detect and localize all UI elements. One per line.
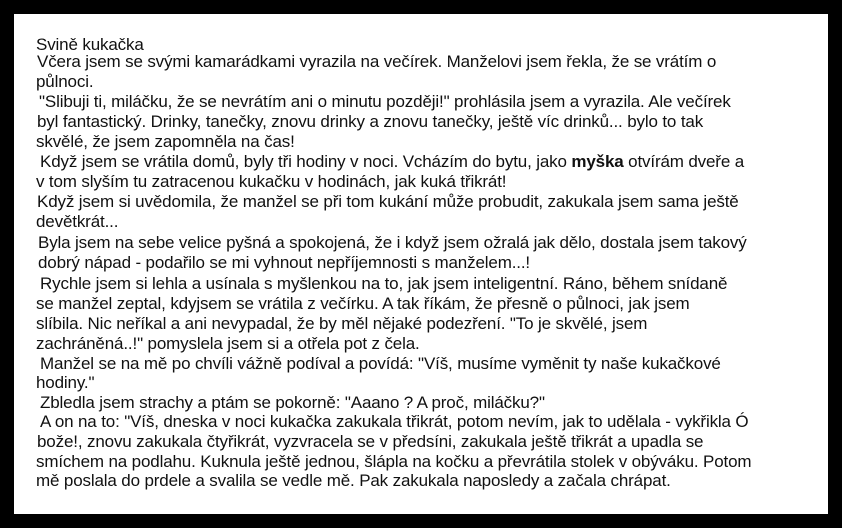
text-line: "Slibuji ti, miláčku, že se nevrátím ani o minutu později!" prohlásila jsem a vyrazila. Ale večírek	[39, 92, 731, 111]
text-line	[40, 152, 744, 172]
text-line: Včera jsem se svými kamarádkami vyrazila na večírek. Manželovi jsem řekla, že se vrátím o	[37, 52, 717, 71]
text-line: v tom slyším tu zatracenou kukačku v hodinách, jak kuká třikrát!	[36, 172, 507, 191]
text-line: A on na to: "Víš, dneska v noci kukačka zakukala třikrát, potom nevím, jak to udělala - vykřikla Ó	[40, 412, 749, 431]
text-line: bože!, znovu zakukala čtyřikrát, vyzvracela se v předsíni, zakukala ještě třikrát a upadla se	[37, 432, 704, 451]
text-line: se manžel zeptal, kdyjsem se vrátila z večírku. A tak říkám, že přesně o půlnoci, jak jsem	[36, 294, 690, 313]
text-line: půlnoci.	[36, 72, 94, 91]
text-line: mě poslala do prdele a svalila se vedle mě. Pak zakukala naposledy a začala chrápat.	[36, 471, 671, 490]
text-line: Když jsem si uvědomila, že manžel se při tom kukání může probudit, zakukala jsem sama ještě	[37, 192, 739, 211]
bold-word: myška	[571, 152, 624, 171]
text-line: dobrý nápad - podařilo se mi vyhnout nepříjemnosti s manželem...!	[38, 253, 530, 272]
text-line: devětkrát...	[36, 212, 119, 231]
text-segment: otvírám dveře a	[623, 152, 745, 171]
text-segment: Když jsem se vrátila domů, byly tři hodiny v noci. Vcházím do bytu, jako	[40, 152, 572, 171]
text-line: Rychle jsem si lehla a usínala s myšlenkou na to, jak jsem inteligentní. Ráno, během snídaně	[40, 274, 728, 293]
text-line: smíchem na podlahu. Kuknula ještě jednou, šlápla na kočku a převrátila stolek v obýváku. Potom	[36, 452, 752, 471]
text-line: hodiny."	[36, 373, 95, 392]
text-line: zachráněná..!" pomyslela jsem si a otřela pot z čela.	[36, 334, 420, 353]
document-page	[14, 14, 828, 514]
document-title: Svině kukačka	[36, 35, 144, 54]
text-line: byl fantastický. Drinky, tanečky, znovu drinky a znovu tanečky, ještě víc drinků... bylo to tak	[37, 112, 704, 131]
text-line: Byla jsem na sebe velice pyšná a spokojená, že i když jsem ožralá jak dělo, dostala jsem takový	[38, 233, 747, 252]
text-line: skvělé, že jsem zapomněla na čas!	[36, 132, 295, 151]
text-line: Zbledla jsem strachy a ptám se pokorně: "Aaano ? A proč, miláčku?"	[40, 393, 545, 412]
text-line: slíbila. Nic neříkal a ani nevypadal, že by měl nějaké podezření. "To je skvělé, jsem	[36, 314, 648, 333]
text-line: Manžel se na mě po chvíli vážně podíval a povídá: "Víš, musíme vyměnit ty naše kukačkové	[40, 354, 721, 373]
